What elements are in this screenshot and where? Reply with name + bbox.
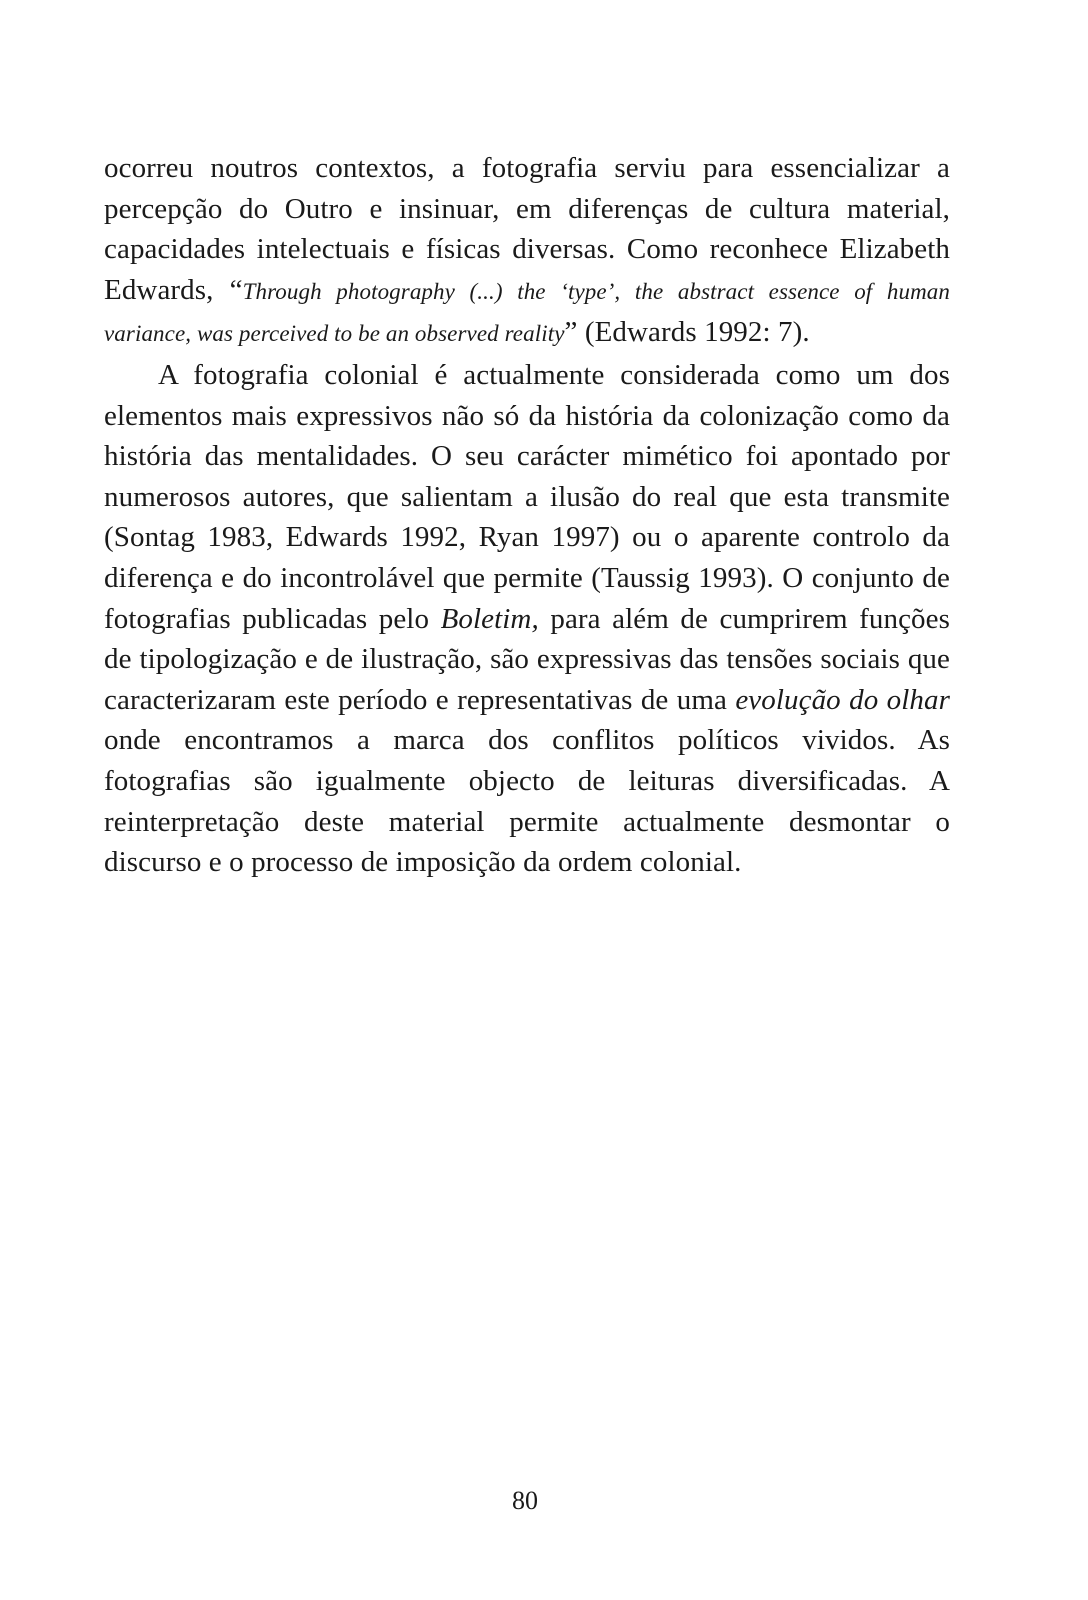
paragraph-2-text-b: para além de cumprirem funções de tipologização e de ilustração, são expressivas das tensões sociais que caracterizaram este período e representativas de uma bbox=[104, 602, 950, 716]
paragraph-1-text-a: ocorreu noutros contextos, a fotografia serviu para essencializar a percepção do Outro e insinuar, em diferenças de cultura material, capacidades intelectuais e físicas diversas. Como reconhece Elizabeth Edwards, “ bbox=[104, 152, 950, 306]
paragraph-1 bbox=[104, 148, 950, 355]
paragraph-1-text-b: ” (Edwards 1992: 7). bbox=[564, 316, 810, 349]
page-number: 80 bbox=[512, 1486, 538, 1515]
paragraph-2 bbox=[104, 355, 950, 883]
body-text bbox=[104, 148, 950, 883]
evolucao-do-olhar-italic: evolução do olhar bbox=[735, 683, 950, 716]
boletim-italic: Boletim, bbox=[440, 602, 539, 635]
paragraph-2-text-a: A fotografia colonial é actualmente considerada como um dos elementos mais expressivos não só da história da colonização como da história das mentalidades. O seu carácter mimético foi apontado por numerosos autores, que salientam a ilusão do real que esta transmite (Sontag 1983, Edwards 1992, Ryan 1997) ou o aparente controlo da diferença e do incontrolável que permite (Taussig 1993). O conjunto de fotografias publicadas pelo bbox=[104, 358, 950, 635]
paragraph-2-text-c: onde encontramos a marca dos conflitos políticos vividos. As fotografias são igualmente objecto de leituras diversificadas. A reinterpretação deste material permite actualmente desmontar o discurso e o processo de imposição da ordem colonial. bbox=[104, 724, 950, 879]
edwards-quote: Through photography (...) the ‘type’, the abstract essence of human variance, was perceived to be an observed reality bbox=[104, 278, 950, 347]
